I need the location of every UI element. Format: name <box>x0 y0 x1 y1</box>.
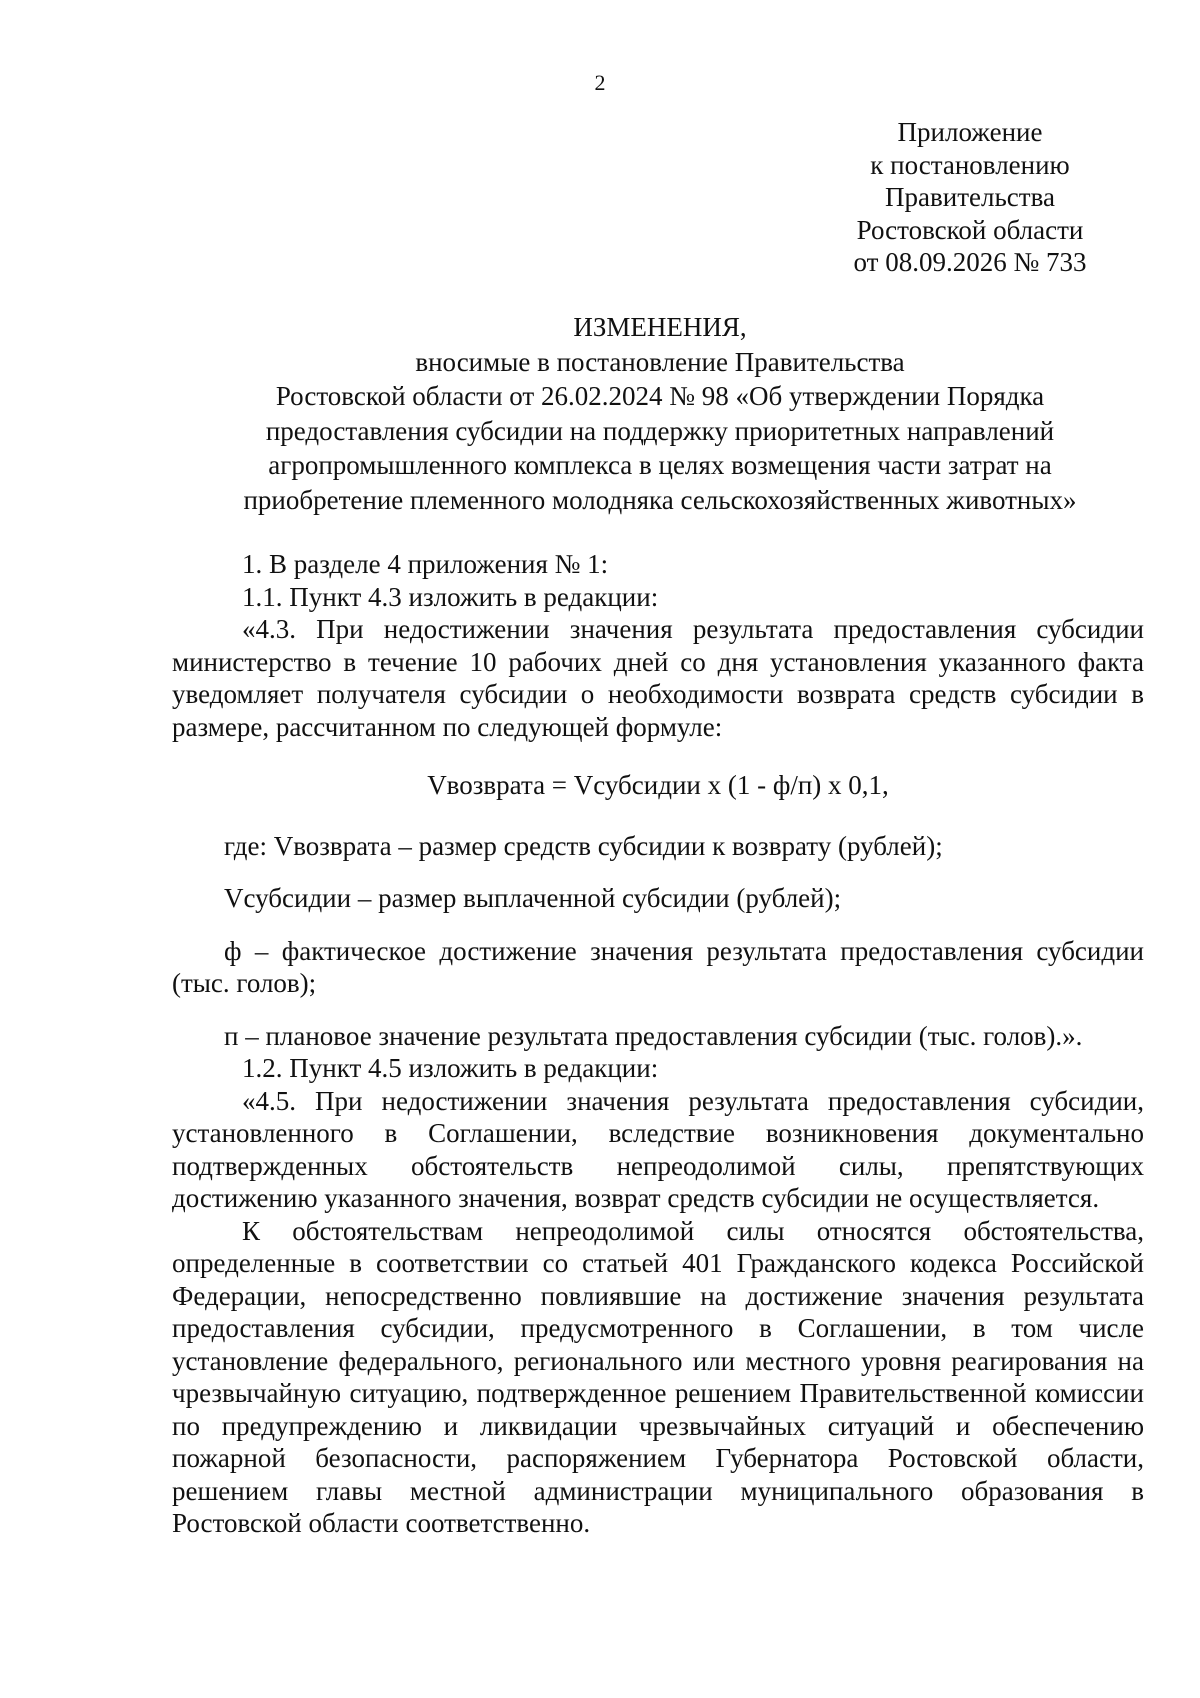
paragraph-1-1: 1.1. Пункт 4.3 изложить в редакции: <box>242 581 659 612</box>
heading-title: ИЗМЕНЕНИЯ, <box>573 312 747 342</box>
paragraph-force-majeure: К обстоятельствам непреодолимой силы относятся обстоятельства, определенные в соответствии со статьей 401 Гражданского кодекса Российской Федерации, непосредственно повлиявшие на достижение значения результата предоставления субсидии, предусмотренного в Соглашении, в том числе установление федерального, регионального или местного уровня реагирования на чрезвычайную ситуацию, подтвержденное решением Правительственной комиссии по предупреждению и ликвидации чрезвычайных ситуаций и обеспечению пожарной безопасности, распоряжением Губернатора Ростовской области, решением главы местной администрации муниципального образования в Ростовской области соответственно. <box>172 1215 1144 1538</box>
appendix-line: к постановлению <box>870 149 1070 180</box>
page-number: 2 <box>594 70 606 95</box>
paragraph-4-5: «4.5. При недостижении значения результата предоставления субсидии, установленного в Соглашении, вследствие возникновения документально подтвержденных обстоятельств непреодолимой силы, препятствующих достижению указанного значения, возврат средств субсидии не осуществляется. <box>172 1085 1144 1213</box>
formula-definition: где: Vвозврата – размер средств субсидии к возврату (рублей); <box>224 830 943 861</box>
paragraph-1-2: 1.2. Пункт 4.5 изложить в редакции: <box>242 1053 659 1083</box>
appendix-line: Ростовской области <box>856 214 1084 245</box>
appendix-line: Приложение <box>897 117 1043 147</box>
formula-definition: ф – фактическое достижение значения результата предоставления субсидии (тыс. голов); <box>172 935 1144 998</box>
heading-line: Ростовской области от 26.02.2024 № 98 «Об утверждении Порядка <box>275 381 1045 411</box>
heading-line: агропромышленного комплекса в целях возмещения части затрат на <box>268 450 1052 480</box>
appendix-line: Правительства <box>885 182 1055 212</box>
paragraph-section-1: 1. В разделе 4 приложения № 1: <box>242 549 609 579</box>
paragraph-4-3: «4.3. При недостижении значения результата предоставления субсидии министерство в течение 10 рабочих дней со дня установления указанного факта уведомляет получателя субсидии о необходимости возврата средств субсидии в размере, рассчитанном по следующей формуле: <box>172 614 1144 742</box>
formula-definition: Vсубсидии – размер выплаченной субсидии (рублей); <box>224 883 842 913</box>
appendix-block <box>840 116 1100 279</box>
formula: Vвозврата = Vсубсидии х (1 - ф/п) х 0,1, <box>427 770 889 800</box>
appendix-date-number: от 08.09.2026 № 733 <box>853 247 1087 277</box>
heading-line: приобретение племенного молодняка сельскохозяйственных животных» <box>243 484 1077 515</box>
document-body <box>172 548 1144 1540</box>
formula-definition: п – плановое значение результата предоставления субсидии (тыс. голов).». <box>224 1020 1083 1051</box>
heading-line: вносимые в постановление Правительства <box>415 346 905 377</box>
heading-line: предоставления субсидии на поддержку приоритетных направлений <box>265 415 1055 446</box>
document-heading <box>150 310 1170 517</box>
